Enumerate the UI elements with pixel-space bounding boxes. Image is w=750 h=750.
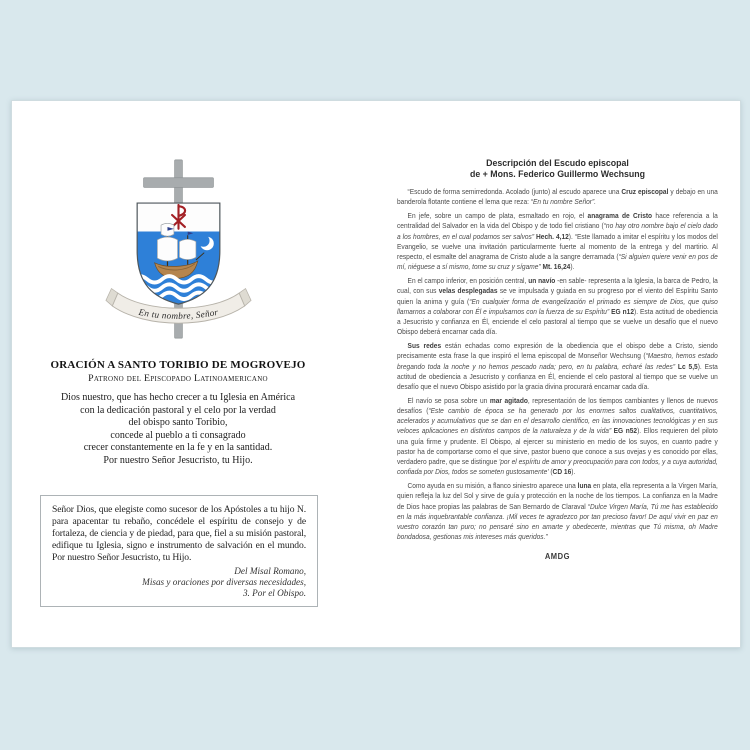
prayer-line: Dios nuestro, que has hecho crecer a tu Iglesia en América — [60, 392, 296, 403]
description-paragraph: En el campo inferior, en posición central, un navío -en sable- representa a la Iglesia, la barca de Pedro, la cual, con sus velas desplegadas se ve impulsada y guiada en su progreso por el viento del Espíritu Santo quien la anima y guía (“En cualquier forma de evangelización el primado es siempre de Dios, que quiso llamarnos a colaborar con Él e impulsarnos con la fuerza de su Espíritu” EG n12). Esta actitud de obediencia a Jesucristo y confianza en Él, enciende el celo pastoral al tiempo que se vuelve un desafío que el nuevo Obispo deberá encarnar cada día. — [397, 276, 718, 337]
description-heading-line1: Descripción del Escudo episcopal — [486, 158, 629, 168]
citation-line: 3. Por el Obispo. — [242, 588, 306, 599]
prayer-line: concede al pueblo a ti consagrado — [110, 429, 246, 441]
description-heading-line2: de + Mons. Federico Guillermo Wechsung — [469, 169, 646, 179]
waves — [133, 276, 221, 299]
description-paragraph: “Escudo de forma semirredonda. Acolado (junto) al escudo aparece una Cruz episcopal y debajo en una banderola flotante contiene el lema que reza: “En tu nombre Señor”. — [397, 187, 718, 207]
prayer-line: con la dedicación pastoral y el celo por la verdad — [80, 404, 276, 416]
prayer-text — [26, 392, 330, 468]
prayer-title: ORACIÓN A SANTO TORIBIO DE MOGROVEJO — [50, 359, 306, 371]
document-page — [11, 100, 741, 648]
prayer-line: crecer constantemente en la fe y en la santidad. — [83, 442, 273, 454]
motto-text: En tu nombre, Señor — [137, 306, 220, 321]
prayer-line: Por nuestro Señor Jesucristo, tu Hijo. — [103, 454, 253, 466]
prayer-subtitle: Patrono del Episcopado Latinoamericano — [88, 373, 268, 384]
description-heading — [397, 158, 718, 180]
citation-line: Del Misal Romano, — [234, 566, 306, 577]
description-body — [397, 187, 718, 561]
amdg-footer: AMDG — [544, 551, 571, 562]
episcopal-coat-of-arms — [105, 157, 252, 341]
description-paragraph: El navío se posa sobre un mar agitado, representación de los tiempos cambiantes y llenos de nuevos desafíos (“Este cambio de época se ha generado por los enormes saltos cualitativos, cuantitativos, acelerados y acumulativos que se dan en el desarrollo científico, en las innovaciones tecnológicas y en sus veloces aplicaciones en distintos campos de la naturaleza y de la vida” EG n52). Ellos requieren del piloto una guía firme y prudente. El Obispo, al ejercer su ministerio en medio de los suyos, en cuanto padre y pastor ha de comportarse como el que sirve, pastor bueno que conoce a sus ovejas y es conocido por ellas, verdadero padre, que se distingue 'por el espíritu de amor y preocupación para con todos, y a cuya autoridad, confiada por Dios, todos se someten gustosamente' (CD 16). — [397, 395, 718, 477]
description-paragraph: En jefe, sobre un campo de plata, esmaltado en rojo, el anagrama de Cristo hace referencia a la centralidad del Salvador en la vida del Obispo y de todo fiel cristiano (“no hay otro nombre bajo el cielo dado a los hombres, en el cual podamos ser salvos” Hech. 4,12). “Este llamado a imitar el espíritu y los modos del Evangelio, se vuelve una invitación particularmente fuerte al momento de la entrega y del martirio. Al respecto, el esmalte del anagrama de Cristo alude a la sangre derramada (“Si alguien quiere venir en pos de mí, niéguese a sí mismo, tome su cruz y sígame” Mt. 16,24). — [397, 211, 718, 272]
bishop-prayer-text: Señor Dios, que elegiste como sucesor de los Apóstoles a tu hijo N. para apacentar tu rebaño, concédele el espíritu de consejo y de fortaleza, de ciencia y de piedad, para que, fiel a su misión pastoral, edifique tu Iglesia, signo e instrumento de salvación en el mundo. Por nuestro Señor Jesucristo, tu Hijo. — [52, 504, 306, 564]
citation-line: Misas y oraciones por diversas necesidades, — [142, 577, 306, 588]
description-paragraph: Como ayuda en su misión, a flanco siniestro aparece una luna en plata, ella representa a la Virgen María, quien refleja la luz del Sol y sirve de guía y protección en la noche de los tiempos. La confianza en la Madre de Dios hace propias las palabras de San Bernardo de Claraval “Dulce Virgen María, Tú me has establecido en la más inquebrantable confianza. ¡Mil veces te agradezco por tan precioso favor! De aquí vivir en paz en vuestro corazón tan puro; no pensaré sino en amarte y obedecerte, mientras que Tú misma, oh Madre bondadosa, gestionas mis intereses más queridos.” — [397, 481, 718, 541]
right-page — [397, 158, 718, 561]
bishop-prayer-box — [40, 495, 318, 607]
description-paragraph: Sus redes están echadas como expresión de la obediencia que el obispo debe a Cristo, siendo precisamente esta frase la que inspiró el lema episcopal de Monseñor Wechsung (“Maestro, hemos estado bregando toda la noche y no hemos pescado nada; pero, en tu palabra, echaré las redes” Lc 5,5). Esta actitud de obediencia a Jesucristo y confianza en Él, enciende el celo pastoral al tiempo que se vuelve un desafío que el nuevo Obispo asistido por la gracia divina procurará encarnar cada día. — [397, 341, 718, 391]
prayer-line: del obispo santo Toribio, — [128, 417, 228, 429]
prayer-citation — [52, 566, 306, 599]
